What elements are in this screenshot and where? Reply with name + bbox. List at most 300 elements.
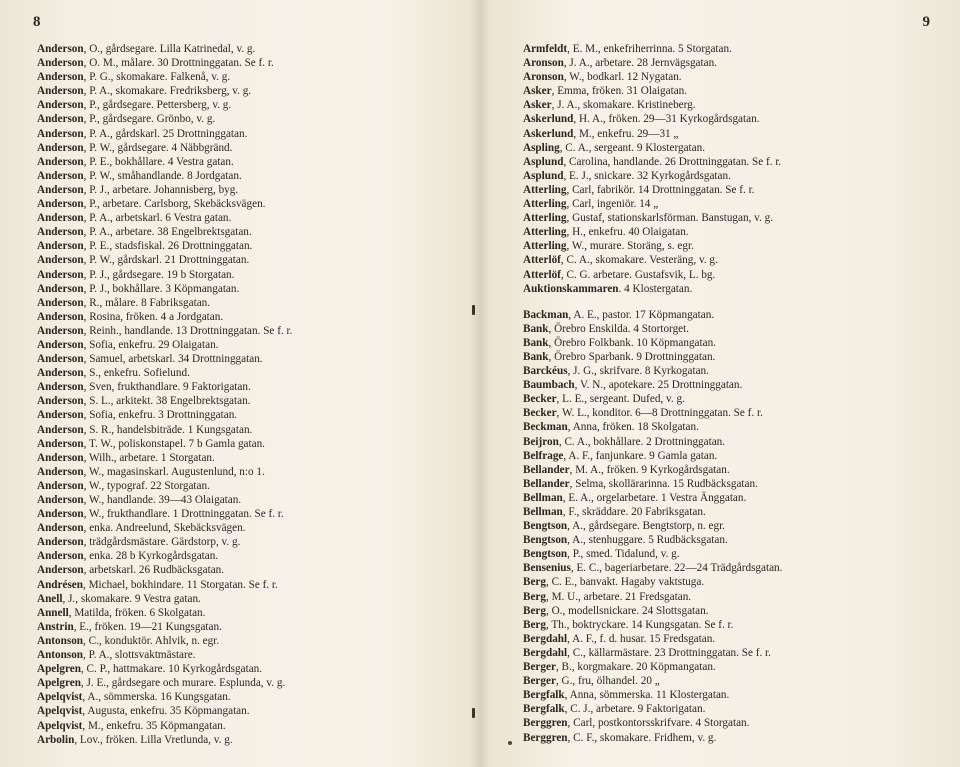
entry-surname: Becker — [523, 407, 557, 420]
entry-details: , H., enkefru. 40 Olaigatan. — [566, 226, 689, 239]
entry-surname: Annell — [37, 606, 69, 619]
right-page — [482, 0, 960, 767]
entry-details: , C. G. arbetare. Gustafsvik, L. bg. — [560, 268, 716, 281]
entry-details: , W., magasinskarl. Augustenlund, n:o 1. — [83, 465, 265, 478]
list-item — [37, 183, 292, 197]
entry-details: , L. E., sergeant. Dufed, v. g. — [556, 393, 685, 406]
entry-surname: Anderson — [37, 240, 84, 253]
entry-surname: Anderson — [37, 155, 84, 168]
entry-surname: Armfeldt — [523, 43, 568, 55]
entry-details: , P. A., slottsvaktmästare. — [83, 649, 196, 662]
entry-surname: Anderson — [37, 282, 84, 295]
list-item — [523, 731, 782, 745]
entry-details: , S., enkefru. Sofielund. — [83, 367, 190, 380]
entry-details: , S. L., arkitekt. 38 Engelbrektsgatan. — [83, 395, 251, 408]
list-item — [37, 535, 292, 549]
list-item — [37, 521, 292, 535]
list-item — [523, 336, 782, 350]
left-page — [0, 0, 478, 767]
list-item — [37, 324, 292, 338]
entry-details: , W., bodkarl. 12 Nygatan. — [563, 71, 682, 84]
entry-details: , J. A., arbetare. 28 Jernvägsgatan. — [563, 57, 717, 70]
list-item — [523, 127, 782, 141]
entry-details: , R., målare. 8 Fabriksgatan. — [83, 296, 211, 309]
list-item — [37, 423, 292, 437]
list-item — [523, 618, 782, 632]
entry-surname: Anderson — [37, 212, 84, 225]
entry-surname: Bellman — [523, 506, 563, 518]
entry-surname: Berggren — [523, 717, 568, 730]
entry-surname: Anderson — [37, 550, 84, 563]
entry-surname: Apelqvist — [37, 691, 83, 704]
entry-details: , P. E., bokhållare. 4 Vestra gatan. — [83, 155, 234, 168]
entry-surname: Bergdahl — [523, 646, 568, 659]
gutter-mark — [472, 305, 475, 315]
entry-surname: Anderson — [37, 113, 84, 126]
entry-details: , A., sömmerska. 16 Kungsgatan. — [82, 691, 231, 704]
entry-details: , Örebro Folkbank. 10 Köpmangatan. — [548, 336, 716, 349]
list-item — [37, 380, 292, 394]
entry-details: , arbetskarl. 26 Rudbäcksgatan. — [83, 564, 225, 577]
entry-details: , C. A., bokhållare. 2 Drottninggatan. — [558, 435, 726, 448]
directory-list — [523, 42, 782, 745]
entry-details: , M., enkefru. 29—31 „ — [573, 127, 679, 140]
list-item — [37, 112, 292, 126]
entry-surname: Anderson — [37, 479, 84, 492]
list-item — [523, 56, 782, 70]
entry-details: , Matilda, fröken. 6 Skolgatan. — [68, 606, 206, 619]
entry-surname: Bengtson — [523, 534, 568, 547]
entry-surname: Anderson — [37, 169, 84, 182]
entry-surname: Anell — [37, 592, 63, 605]
entry-details: , Sofia, enkefru. 29 Olaigatan. — [83, 338, 219, 351]
entry-surname: Anderson — [37, 226, 84, 239]
list-item — [37, 366, 292, 380]
entry-surname: Beijron — [523, 435, 559, 448]
entry-surname: Askerlund — [523, 113, 574, 126]
entry-surname: Anderson — [37, 310, 84, 323]
list-item — [37, 437, 292, 451]
list-item — [523, 449, 782, 463]
entry-surname: Berger — [523, 675, 556, 688]
entry-details: , C. P., hattmakare. 10 Kyrkogårdsgatan. — [80, 663, 263, 676]
entry-details: , O., gårdsegare. Lilla Katrinedal, v. g. — [83, 43, 256, 55]
entry-surname: Berger — [523, 661, 556, 674]
entry-surname: Aronson — [523, 57, 564, 70]
list-item — [37, 169, 292, 183]
entry-surname: Anderson — [37, 465, 84, 478]
entry-surname: Antonson — [37, 634, 84, 647]
entry-details: , E. J., snickare. 32 Kyrkogårdsgatan. — [563, 169, 731, 182]
list-item — [37, 719, 292, 733]
entry-details: , P., arbetare. Carlsborg, Skebäcksvägen. — [83, 198, 266, 211]
page-number: 9 — [922, 14, 930, 30]
list-item — [523, 282, 782, 296]
entry-surname: Anderson — [37, 43, 84, 55]
list-item — [523, 660, 782, 674]
entry-details: , P. W., gårdskarl. 21 Drottninggatan. — [83, 254, 250, 267]
entry-details: , Emma, fröken. 31 Olaigatan. — [551, 85, 688, 98]
entry-details: , P. A., skomakare. Fredriksberg, v. g. — [83, 85, 252, 98]
list-item — [37, 620, 292, 634]
entry-details: , Wilh., arbetare. 1 Storgatan. — [83, 451, 215, 464]
list-item — [37, 563, 292, 577]
entry-details: , Michael, bokhindare. 11 Storgatan. Se f. r. — [83, 578, 278, 591]
list-item — [37, 578, 292, 592]
list-item — [37, 704, 292, 718]
list-item — [37, 451, 292, 465]
list-item — [523, 392, 782, 406]
entry-details: , P. A., arbetare. 38 Engelbrektsgatan. — [83, 226, 252, 239]
entry-surname: Apelgren — [37, 663, 81, 676]
entry-surname: Bengtson — [523, 520, 568, 533]
entry-details: , H. A., fröken. 29—31 Kyrkogårdsgatan. — [573, 113, 760, 126]
entry-surname: Apelqvist — [37, 719, 83, 732]
list-item — [37, 239, 292, 253]
list-item — [37, 197, 292, 211]
list-item — [523, 308, 782, 322]
entry-details: , Örebro Enskilda. 4 Stortorget. — [548, 322, 690, 335]
entry-details: , Sofia, enkefru. 3 Drottninggatan. — [83, 409, 238, 422]
list-item — [523, 364, 782, 378]
list-item — [523, 519, 782, 533]
entry-surname: Andrésen — [37, 578, 83, 591]
entry-details: , Lov., fröken. Lilla Vretlunda, v. g. — [74, 733, 233, 746]
list-item — [37, 592, 292, 606]
entry-surname: Bank — [523, 322, 549, 335]
entry-surname: Berg — [523, 590, 546, 603]
entry-surname: Anderson — [37, 395, 84, 408]
list-item — [37, 676, 292, 690]
entry-surname: Anderson — [37, 353, 84, 366]
list-item — [523, 42, 782, 56]
entry-details: , C. E., banvakt. Hagaby vaktstuga. — [546, 576, 705, 589]
entry-surname: Anderson — [37, 254, 84, 267]
entry-details: , P. A., arbetskarl. 6 Vestra gatan. — [83, 212, 232, 225]
entry-details: , M. U., arbetare. 21 Fredsgatan. — [546, 590, 692, 603]
entry-details: , trädgårdsmästare. Gärdstorp, v. g. — [83, 536, 241, 549]
entry-details: , C. A., sergeant. 9 Klostergatan. — [559, 141, 705, 154]
list-item — [37, 648, 292, 662]
list-item — [37, 394, 292, 408]
list-item — [37, 56, 292, 70]
list-item — [523, 322, 782, 336]
entry-details: , W., murare. Storäng, s. egr. — [566, 240, 694, 253]
list-item — [37, 155, 292, 169]
entry-details: , E. A., orgelarbetare. 1 Vestra Änggatan. — [562, 491, 747, 504]
entry-details: , enka. 28 b Kyrkogårdsgatan. — [83, 550, 219, 563]
entry-surname: Apelqvist — [37, 705, 83, 718]
list-item — [523, 702, 782, 716]
entry-details: , G., fru, ölhandel. 20 „ — [555, 675, 660, 688]
entry-details: , A. E., pastor. 17 Köpmangatan. — [568, 308, 715, 321]
entry-surname: Anderson — [37, 423, 84, 436]
list-item — [37, 549, 292, 563]
entry-details: , P. J., bokhållare. 3 Köpmangatan. — [83, 282, 240, 295]
entry-surname: Anderson — [37, 99, 84, 112]
entry-details: , enka. Andreelund, Skebäcksvägen. — [83, 522, 246, 535]
list-item — [37, 310, 292, 324]
list-item — [523, 112, 782, 126]
entry-surname: Bergfalk — [523, 703, 565, 716]
list-item — [523, 84, 782, 98]
list-item — [37, 296, 292, 310]
list-item — [523, 70, 782, 84]
list-item — [523, 378, 782, 392]
list-item — [523, 350, 782, 364]
entry-details: , B., korgmakare. 20 Köpmangatan. — [555, 661, 716, 674]
entry-surname: Bengtson — [523, 548, 568, 561]
list-item — [523, 716, 782, 730]
entry-surname: Becker — [523, 393, 557, 406]
entry-details: , J. G., skrifvare. 8 Kyrkogatan. — [567, 365, 709, 378]
entry-surname: Anderson — [37, 508, 84, 521]
entry-surname: Aronson — [523, 71, 564, 84]
entry-surname: Bellander — [523, 477, 570, 490]
entry-surname: Backman — [523, 308, 569, 321]
entry-surname: Anderson — [37, 268, 84, 281]
list-item — [523, 406, 782, 420]
list-item — [523, 183, 782, 197]
entry-surname: Atterling — [523, 240, 567, 253]
entry-details: , E. M., enkefriherrinna. 5 Storgatan. — [567, 43, 732, 55]
list-item — [523, 141, 782, 155]
entry-details: , Gustaf, stationskarlsförman. Banstugan, v. g. — [566, 212, 774, 225]
entry-surname: Anderson — [37, 127, 84, 140]
entry-details: , Carl, ingeniör. 14 „ — [566, 198, 659, 211]
entry-surname: Bensenius — [523, 562, 571, 575]
entry-details: , W., frukthandlare. 1 Drottninggatan. Se f. r. — [83, 508, 284, 521]
entry-details: , Sven, frukthandlare. 9 Faktorigatan. — [83, 381, 251, 394]
list-item — [523, 646, 782, 660]
list-item — [523, 225, 782, 239]
entry-surname: Asker — [523, 85, 552, 98]
list-item — [523, 590, 782, 604]
entry-surname: Anderson — [37, 338, 84, 351]
list-item — [523, 420, 782, 434]
list-item — [37, 733, 292, 747]
list-item — [523, 197, 782, 211]
entry-surname: Barckéus — [523, 365, 568, 378]
entry-details: , Th., boktryckare. 14 Kungsgatan. Se f. r. — [546, 618, 734, 631]
entry-surname: Anderson — [37, 381, 84, 394]
list-item — [523, 575, 782, 589]
entry-surname: Anderson — [37, 437, 84, 450]
entry-details: , V. N., apotekare. 25 Drottninggatan. — [574, 379, 743, 392]
list-item — [37, 352, 292, 366]
entry-surname: Atterling — [523, 183, 567, 196]
entry-surname: Berg — [523, 604, 546, 617]
list-item — [523, 674, 782, 688]
entry-surname: Anderson — [37, 409, 84, 422]
entry-details: , C., källarmästare. 23 Drottninggatan. Se f. r. — [567, 646, 771, 659]
list-item — [37, 141, 292, 155]
entry-details: , A. F., f. d. husar. 15 Fredsgatan. — [567, 632, 716, 645]
list-item — [37, 465, 292, 479]
list-item — [37, 127, 292, 141]
entry-details: , Selma, skollärarinna. 15 Rudbäcksgatan. — [569, 477, 758, 490]
entry-details: , Carolina, handlande. 26 Drottninggatan. Se f. r. — [563, 155, 782, 168]
entry-details: , Örebro Sparbank. 9 Drottninggatan. — [548, 350, 716, 363]
entry-surname: Bank — [523, 350, 549, 363]
list-item — [523, 435, 782, 449]
entry-details: , C. F., skomakare. Fridhem, v. g. — [567, 731, 717, 744]
entry-details: , C. J., arbetare. 9 Faktorigatan. — [564, 703, 706, 716]
entry-details: , A., stenhuggare. 5 Rudbäcksgatan. — [567, 534, 728, 547]
list-item — [523, 253, 782, 267]
list-item — [523, 239, 782, 253]
list-item — [37, 606, 292, 620]
list-item — [523, 505, 782, 519]
entry-details: , Rosina, fröken. 4 a Jordgatan. — [83, 310, 224, 323]
entry-details: , P., gårdsegare. Pettersberg, v. g. — [83, 99, 232, 112]
list-item — [37, 662, 292, 676]
list-item — [523, 632, 782, 646]
entry-details: , P. A., gårdskarl. 25 Drottninggatan. — [83, 127, 248, 140]
entry-surname: Bellman — [523, 491, 563, 504]
entry-surname: Aspling — [523, 141, 560, 154]
entry-surname: Atterlöf — [523, 268, 561, 281]
entry-surname: Anderson — [37, 522, 84, 535]
entry-surname: Anderson — [37, 367, 84, 380]
entry-surname: Anderson — [37, 71, 84, 84]
entry-surname: Atterlöf — [523, 254, 561, 267]
directory-list — [37, 42, 292, 747]
entry-details: , P. G., skomakare. Falkenå, v. g. — [83, 71, 231, 84]
list-item — [37, 479, 292, 493]
list-item — [523, 491, 782, 505]
entry-details: , P. J., gårdsegare. 19 b Storgatan. — [83, 268, 235, 281]
entry-surname: Anderson — [37, 198, 84, 211]
list-item — [523, 561, 782, 575]
entry-surname: Anderson — [37, 296, 84, 309]
entry-surname: Berg — [523, 576, 546, 589]
entry-details: , P. E., stadsfiskal. 26 Drottninggatan. — [83, 240, 253, 253]
entry-surname: Bellander — [523, 463, 570, 476]
entry-details: , P., gårdsegare. Grönbo, v. g. — [83, 113, 216, 126]
entry-surname: Bergdahl — [523, 632, 568, 645]
entry-details: , T. W., poliskonstapel. 7 b Gamla gatan. — [83, 437, 265, 450]
list-item — [523, 533, 782, 547]
list-item — [523, 547, 782, 561]
entry-details: , M. A., fröken. 9 Kyrkogårdsgatan. — [569, 463, 730, 476]
entry-details: , E. C., bageriarbetare. 22—24 Trädgårdsgatan. — [570, 562, 783, 575]
entry-details: , Reinh., handlande. 13 Drottninggatan. Se f. r. — [83, 324, 293, 337]
entry-surname: Anderson — [37, 57, 84, 70]
entry-details: , F., skräddare. 20 Fabriksgatan. — [562, 506, 706, 518]
entry-surname: Berg — [523, 618, 546, 631]
entry-details: , W., typograf. 22 Storgatan. — [83, 479, 210, 492]
entry-surname: Anderson — [37, 494, 84, 506]
entry-surname: Asplund — [523, 169, 564, 182]
entry-details: , S. R., handelsbiträde. 1 Kungsgatan. — [83, 423, 253, 436]
entry-surname: Beckman — [523, 421, 568, 434]
entry-details: , C., konduktör. Ahlvik, n. egr. — [83, 634, 220, 647]
entry-surname: Berggren — [523, 731, 568, 744]
entry-details: , Samuel, arbetskarl. 34 Drottninggatan. — [83, 353, 263, 366]
list-item — [37, 282, 292, 296]
entry-surname: Atterling — [523, 212, 567, 225]
list-item — [523, 688, 782, 702]
list-item — [523, 463, 782, 477]
entry-details: , O. M., målare. 30 Drottninggatan. Se f. r. — [83, 57, 274, 70]
list-item — [37, 507, 292, 521]
entry-details: , Anna, sömmerska. 11 Klostergatan. — [564, 689, 730, 702]
entry-surname: Anderson — [37, 564, 84, 577]
list-item — [37, 408, 292, 422]
list-item — [37, 211, 292, 225]
entry-surname: Baumbach — [523, 379, 575, 392]
entry-surname: Anderson — [37, 451, 84, 464]
list-item — [37, 634, 292, 648]
list-item — [37, 268, 292, 282]
entry-details: . 4 Klostergatan. — [618, 282, 693, 295]
list-item — [523, 155, 782, 169]
entry-surname: Bergfalk — [523, 689, 565, 702]
entry-surname: Belfrage — [523, 449, 564, 462]
list-item — [523, 604, 782, 618]
entry-surname: Anstrin — [37, 620, 74, 633]
entry-details: , O., modellsnickare. 24 Slottsgatan. — [546, 604, 709, 617]
entry-details: , J. A., skomakare. Kristineberg. — [551, 99, 696, 112]
entry-details: , J. E., gårdsegare och murare. Esplunda, v. g. — [80, 677, 286, 690]
entry-surname: Apelgren — [37, 677, 81, 690]
entry-details: , Augusta, enkefru. 35 Köpmangatan. — [82, 705, 250, 718]
list-item — [37, 493, 292, 507]
gutter-mark — [472, 708, 475, 718]
entry-details: , Anna, fröken. 18 Skolgatan. — [567, 421, 699, 434]
list-item — [523, 211, 782, 225]
entry-details: , M., enkefru. 35 Köpmangatan. — [82, 719, 226, 732]
entry-details: , E., fröken. 19—21 Kungsgatan. — [73, 620, 222, 633]
entry-details: , W., handlande. 39—43 Olaigatan. — [83, 494, 242, 506]
list-item — [37, 338, 292, 352]
entry-details: , P. W., gårdsegare. 4 Näbbgränd. — [83, 141, 233, 154]
entry-details: , W. L., konditor. 6—8 Drottninggatan. Se f. r. — [556, 407, 763, 420]
entry-details: , C. A., skomakare. Vesteräng, v. g. — [560, 254, 718, 267]
list-item — [37, 690, 292, 704]
entry-details: , P. J., arbetare. Johannisberg, byg. — [83, 183, 239, 196]
entry-details: , P., smed. Tidalund, v. g. — [567, 548, 680, 561]
list-item — [37, 253, 292, 267]
entry-surname: Atterling — [523, 226, 567, 239]
entry-surname: Asplund — [523, 155, 564, 168]
entry-surname: Antonson — [37, 649, 84, 662]
entry-surname: Arbolin — [37, 733, 75, 746]
entry-surname: Anderson — [37, 183, 84, 196]
entry-details: , P. W., småhandlande. 8 Jordgatan. — [83, 169, 242, 182]
entry-surname: Anderson — [37, 324, 84, 337]
list-item — [37, 225, 292, 239]
entry-surname: Askerlund — [523, 127, 574, 140]
entry-surname: Atterling — [523, 198, 567, 211]
list-item — [37, 70, 292, 84]
list-item — [523, 169, 782, 183]
page-number: 8 — [33, 14, 41, 30]
list-item — [37, 84, 292, 98]
list-item — [523, 477, 782, 491]
entry-surname: Anderson — [37, 141, 84, 154]
entry-surname: Bank — [523, 336, 549, 349]
list-item — [523, 268, 782, 282]
entry-surname: Asker — [523, 99, 552, 112]
list-item — [523, 98, 782, 112]
list-item — [37, 42, 292, 56]
entry-details: , A., gårdsegare. Bengtstorp, n. egr. — [567, 520, 725, 533]
entry-surname: Anderson — [37, 85, 84, 98]
list-item — [37, 98, 292, 112]
entry-details: , Carl, postkontorsskrifvare. 4 Storgatan. — [567, 717, 750, 730]
